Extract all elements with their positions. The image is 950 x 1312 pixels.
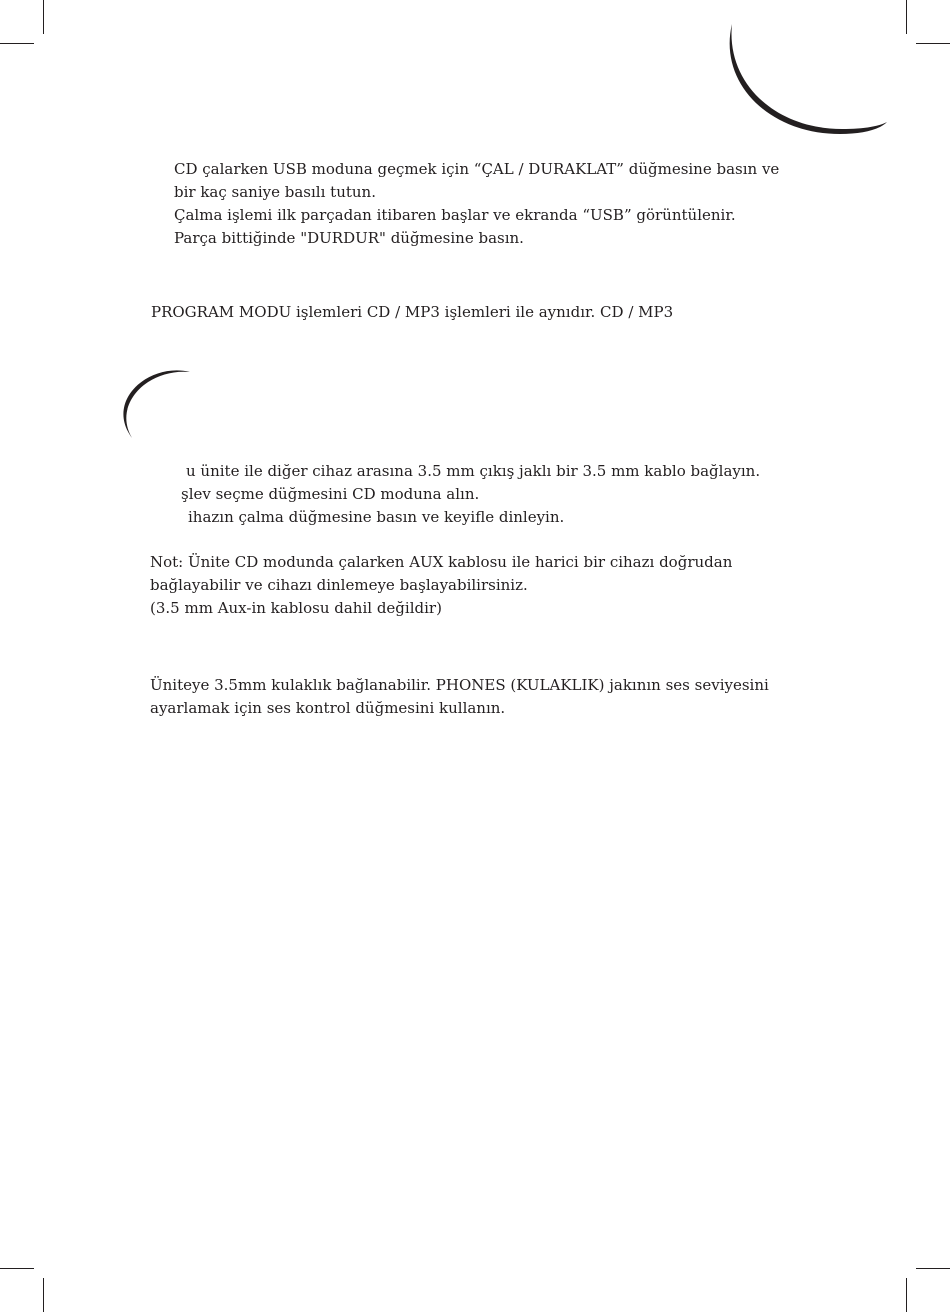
aux-step-3: ihazın çalma düğmesine basın ve keyifle dinleyin. [188, 508, 565, 526]
swoosh-top-right-icon [730, 24, 887, 134]
usb-line-3: Çalma işlemi ilk parçadan itibaren başlar ve ekranda “USB” görüntülenir. [174, 206, 736, 224]
aux-step-2: şlev seçme düğmesini CD moduna alın. [181, 485, 480, 503]
usb-line-1: CD çalarken USB moduna geçmek için “ÇAL / DURAKLAT” düğmesine basın ve [174, 160, 780, 178]
swoosh-left-icon [123, 370, 190, 438]
usb-line-4: Parça bittiğinde "DURDUR" düğmesine basın. [174, 229, 524, 247]
program-mode-line: PROGRAM MODU işlemleri CD / MP3 işlemleri ile aynıdır. CD / MP3 [151, 303, 674, 321]
headphones-line-1: Üniteye 3.5mm kulaklık bağlanabilir. PHONES (KULAKLIK) jakının ses seviyesini [150, 676, 769, 694]
note-line-2: bağlayabilir ve cihazı dinlemeye başlayabilirsiniz. [150, 576, 528, 594]
note-line-3: (3.5 mm Aux-in kablosu dahil değildir) [150, 599, 442, 617]
headphones-line-2: ayarlamak için ses kontrol düğmesini kullanın. [150, 699, 506, 717]
usb-line-2: bir kaç saniye basılı tutun. [174, 183, 376, 201]
note-line-1: Not: Ünite CD modunda çalarken AUX kablosu ile harici bir cihazı doğrudan [150, 553, 733, 571]
aux-step-1: u ünite ile diğer cihaz arasına 3.5 mm çıkış jaklı bir 3.5 mm kablo bağlayın. [186, 462, 761, 480]
